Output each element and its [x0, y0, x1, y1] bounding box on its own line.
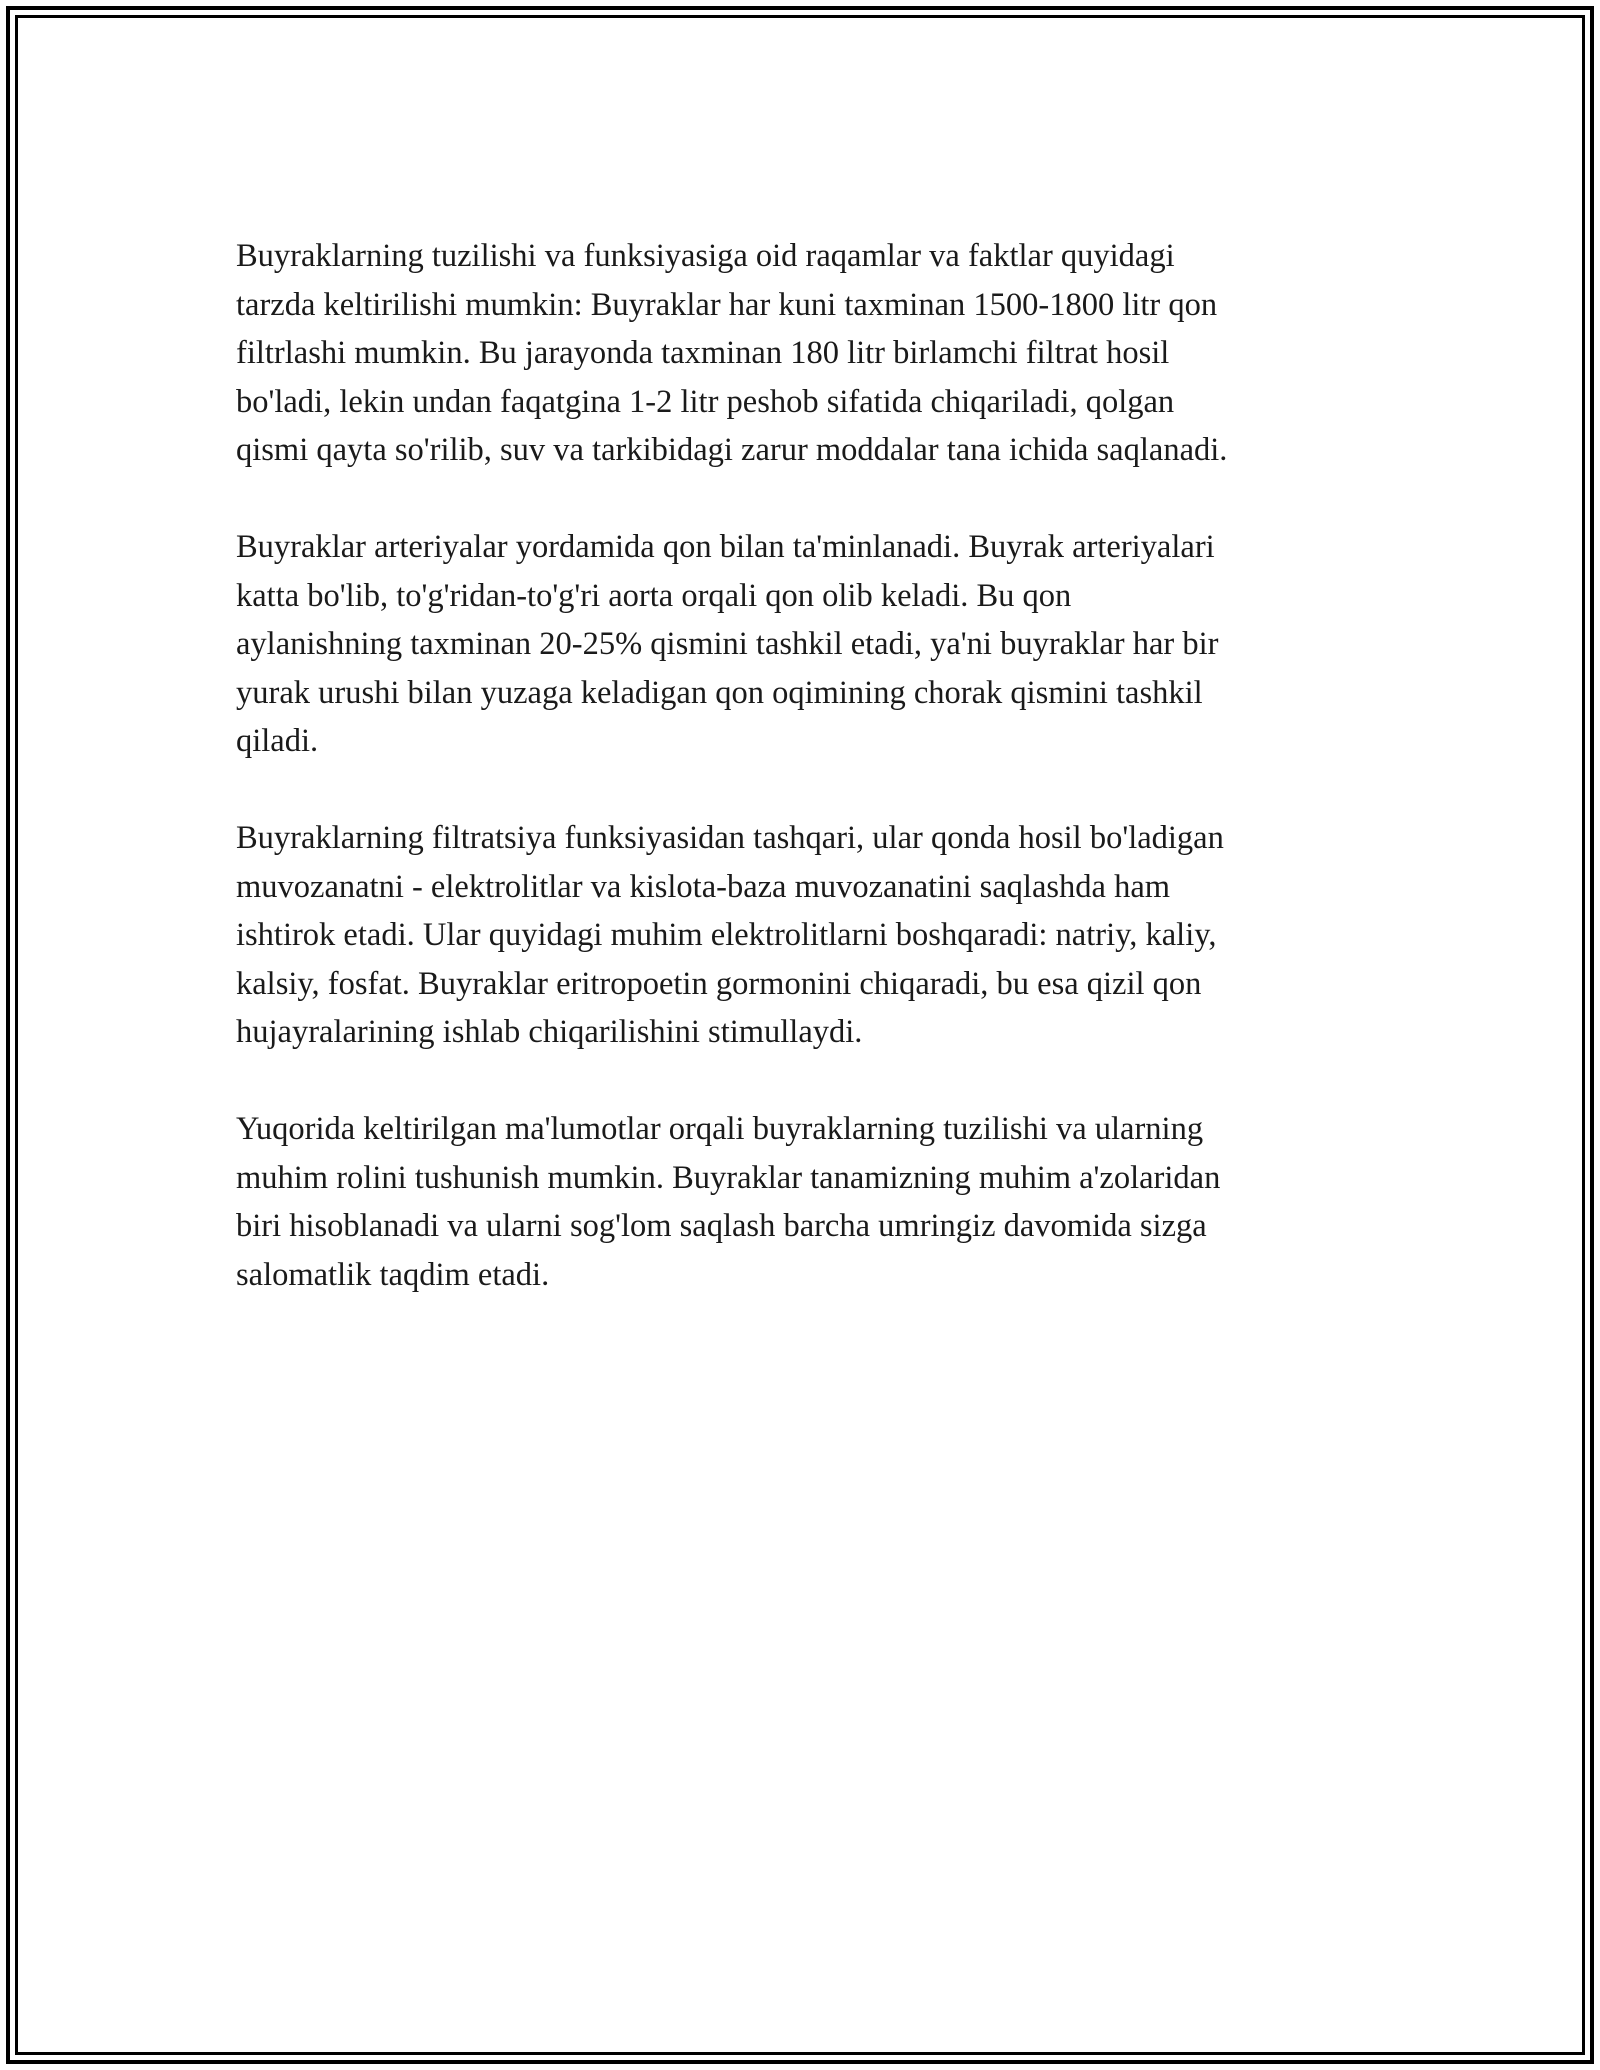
paragraph-line: Buyraklarning filtratsiya funksiyasidan tashqari, ular qonda hosil bo'ladigan [236, 820, 1224, 856]
paragraph-line: qiladi. [236, 723, 319, 759]
paragraph-line: ishtirok etadi. Ular quyidagi muhim elektrolitlarni boshqaradi: natriy, kaliy, [236, 917, 1217, 953]
paragraph-line: kalsiy, fosfat. Buyraklar eritropoetin gormonini chiqaradi, bu esa qizil qon [236, 965, 1202, 1002]
paragraph-line: Buyraklarning tuzilishi va funksiyasiga oid raqamlar va faktlar quyidagi [236, 238, 1175, 274]
paragraph-line: yurak urushi bilan yuzaga keladigan qon oqimining chorak qismini tashkil [236, 674, 1203, 711]
paragraph-2 [236, 523, 1376, 766]
paragraph-line: muvozanatni - elektrolitlar va kislota-baza muvozanatini saqlashda ham [236, 868, 1171, 905]
paragraph-line: qismi qayta so'rilib, suv va tarkibidagi zarur moddalar tana ichida saqlanadi. [236, 432, 1228, 468]
paragraph-1 [236, 232, 1376, 475]
paragraph-line: hujayralarining ishlab chiqarilishini stimullaydi. [236, 1014, 863, 1050]
paragraph-line: filtrlashi mumkin. Bu jarayonda taxminan 180 litr birlamchi filtrat hosil [236, 335, 1170, 371]
paragraph-line: salomatlik taqdim etadi. [236, 1256, 550, 1293]
paragraph-line: tarzda keltirilishi mumkin: Buyraklar har kuni taxminan 1500-1800 litr qon [236, 286, 1218, 323]
paragraph-line: muhim rolini tushunish mumkin. Buyraklar tanamizning muhim a'zolaridan [236, 1159, 1221, 1196]
paragraph-line: Yuqorida keltirilgan ma'lumotlar orqali buyraklarning tuzilishi va ularning [236, 1111, 1204, 1147]
paragraph-line: biri hisoblanadi va ularni sog'lom saqlash barcha umringiz davomida sizga [236, 1208, 1207, 1244]
paragraph-3 [236, 814, 1376, 1057]
paragraph-4 [236, 1105, 1376, 1299]
paragraph-line: aylanishning taxminan 20-25% qismini tashkil etadi, ya'ni buyraklar har bir [236, 626, 1219, 662]
document-body [236, 232, 1376, 1348]
paragraph-line: bo'ladi, lekin undan faqatgina 1-2 litr peshob sifatida chiqariladi, qolgan [236, 383, 1175, 420]
paragraph-line: katta bo'lib, to'g'ridan-to'g'ri aorta orqali qon olib keladi. Bu qon [236, 577, 1072, 614]
paragraph-line: Buyraklar arteriyalar yordamida qon bilan ta'minlanadi. Buyrak arteriyalari [236, 529, 1215, 565]
